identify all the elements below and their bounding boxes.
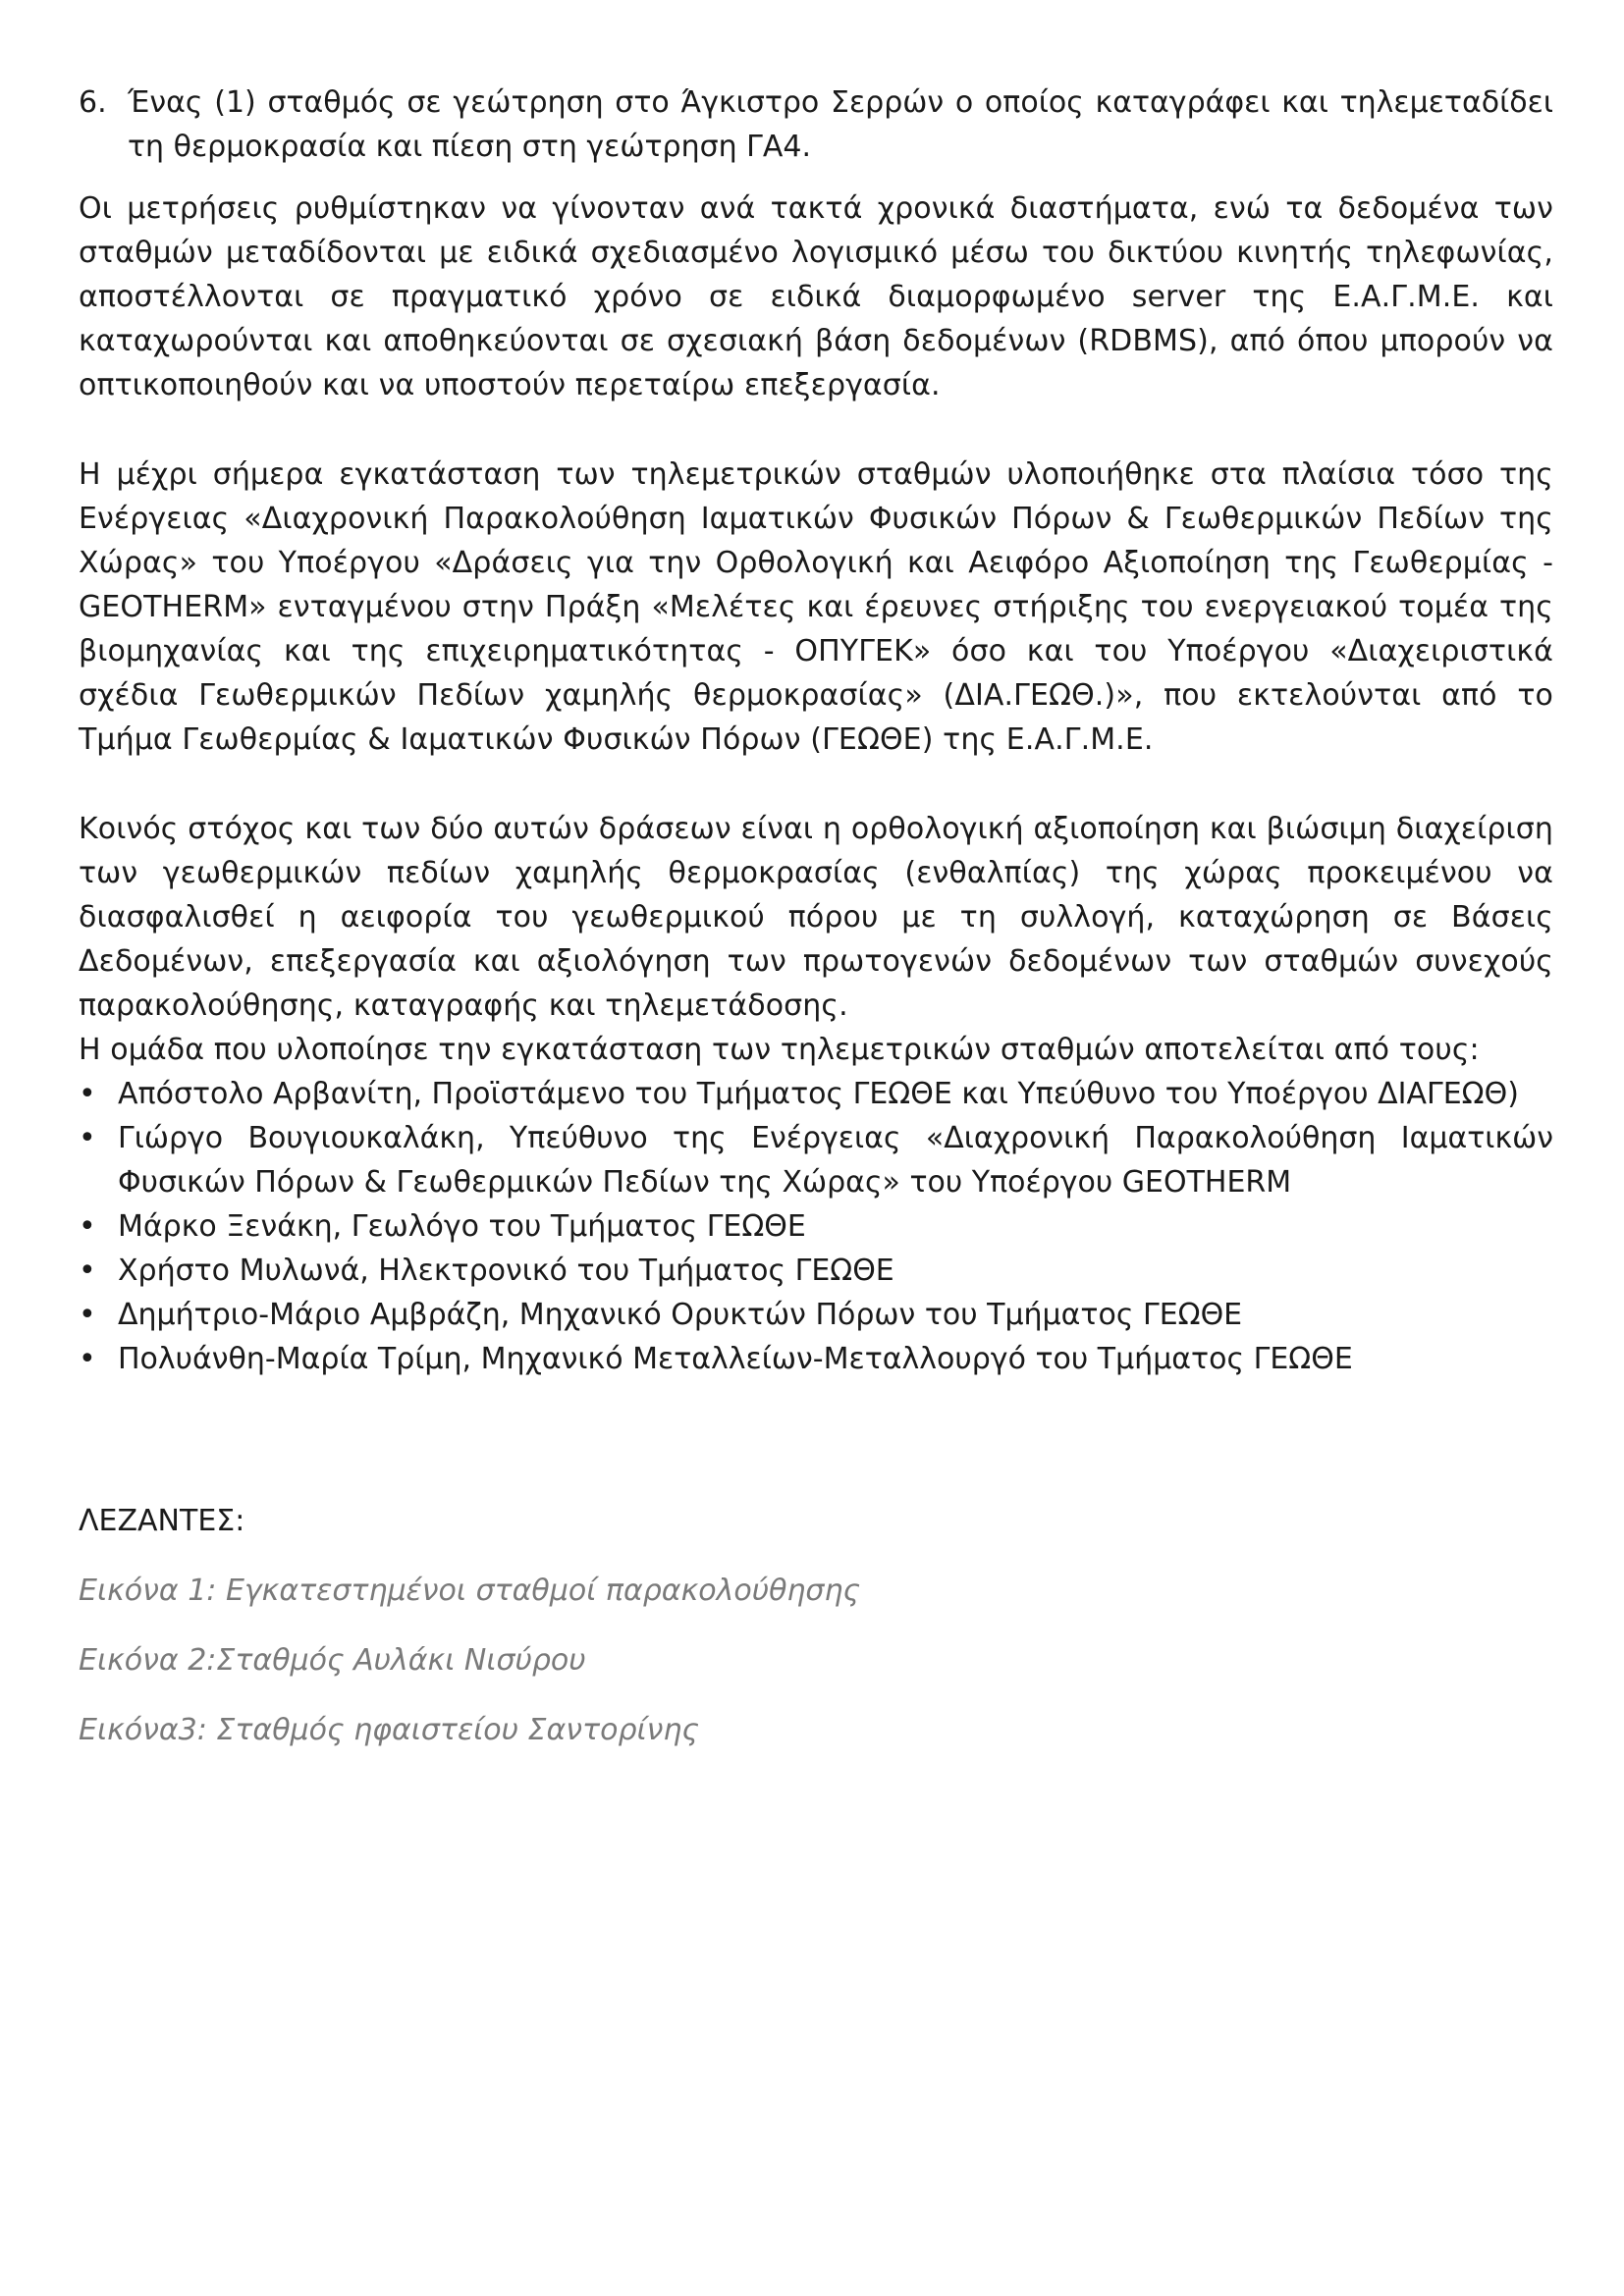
paragraph-common-goal: Κοινός στόχος και των δύο αυτών δράσεων είναι η ορθολογική αξιοποίηση και βιώσιμη διαχείριση των γεωθερμικών πεδίων χαμηλής θερμοκρασίας (ενθαλπίας) της χώρας προκειμένου να διασφαλισθεί η αειφορία του γεωθερμικού πόρου με τη συλλογή, καταχώρηση σε Βάσεις Δεδομένων, επεξεργασία και αξιολόγηση των πρωτογενών δεδομένων των σταθμών συνεχούς παρακολούθησης, καταγραφής και τηλεμετάδοσης. <box>79 812 1553 1023</box>
list-item <box>79 1116 1553 1204</box>
team-member: Μάρκο Ξενάκη, Γεωλόγο του Τμήματος ΓΕΩΘΕ <box>118 1209 806 1244</box>
captions-heading: ΛΕΖΑΝΤΕΣ: <box>79 1504 245 1538</box>
paragraph-installation: Η μέχρι σήμερα εγκατάσταση των τηλεμετρικών σταθμών υλοποιήθηκε στα πλαίσια τόσο της Ενέργειας «Διαχρονική Παρακολούθηση Ιαματικών Φυσικών Πόρων & Γεωθερμικών Πεδίων της Χώρας» του Υποέργου «Δράσεις για την Ορθολογική και Αειφόρο Αξιοποίηση της Γεωθερμίας - GEOTHERM» ενταγμένου στην Πράξη «Μελέτες και έρευνες στήριξης του ενεργειακού τομέα της βιομηχανίας και της επιχειρηματικότητας - ΟΠΥΓΕΚ» όσο και του Υποέργου «Διαχειριστικά σχέδια Γεωθερμικών Πεδίων χαμηλής θερμοκρασίας» (ΔΙΑ.ΓΕΩΘ.)», που εκτελούνται από το Τμήμα Γεωθερμίας & Ιαματικών Φυσικών Πόρων (ΓΕΩΘΕ) της Ε.Α.Γ.Μ.Ε. <box>79 457 1553 757</box>
document-page <box>79 80 1553 1752</box>
team-member: Χρήστο Μυλωνά, Ηλεκτρονικό του Τμήματος ΓΕΩΘΕ <box>118 1254 894 1288</box>
team-member: Πολυάνθη-Μαρία Τρίμη, Μηχανικό Μεταλλείων-Μεταλλουργό του Τμήματος ΓΕΩΘΕ <box>118 1342 1353 1376</box>
list-item <box>79 1204 1553 1249</box>
team-member: Δημήτριο-Μάριο Αμβράζη, Μηχανικό Ορυκτών Πόρων του Τμήματος ΓΕΩΘΕ <box>118 1298 1243 1332</box>
numbered-item-6 <box>79 80 1553 169</box>
bullet-icon: • <box>79 1342 96 1376</box>
bullet-icon: • <box>79 1209 96 1244</box>
paragraph-team-intro: Η ομάδα που υλοποίησε την εγκατάσταση των τηλεμετρικών σταθμών αποτελείται από τους: <box>79 1033 1480 1067</box>
team-member: Απόστολο Αρβανίτη, Προϊστάμενο του Τμήματος ΓΕΩΘΕ και Υπεύθυνο του Υποέργου ΔΙΑΓΕΩΘ) <box>118 1077 1519 1111</box>
bullet-icon: • <box>79 1121 96 1155</box>
caption-figure-2: Εικόνα 2:Σταθμός Αυλάκι Νισύρου <box>79 1643 586 1678</box>
bullet-icon: • <box>79 1077 96 1111</box>
bullet-icon: • <box>79 1298 96 1332</box>
list-item <box>79 1337 1553 1381</box>
team-member: Γιώργο Βουγιουκαλάκη, Υπεύθυνο της Ενέργειας «Διαχρονική Παρακολούθηση Ιαματικών Φυσικών Πόρων & Γεωθερμικών Πεδίων της Χώρας» του Υποέργου GEOTHERM <box>118 1121 1553 1200</box>
list-item <box>79 1072 1553 1116</box>
list-item <box>79 1293 1553 1337</box>
item-number: 6. <box>79 85 107 120</box>
bullet-icon: • <box>79 1254 96 1288</box>
list-item <box>79 1249 1553 1293</box>
team-list <box>79 1072 1553 1381</box>
caption-figure-1: Εικόνα 1: Εγκατεστημένοι σταθμοί παρακολούθησης <box>79 1574 861 1608</box>
caption-figure-3: Εικόνα3: Σταθμός ηφαιστείου Σαντορίνης <box>79 1713 700 1747</box>
item-text: Ένας (1) σταθμός σε γεώτρηση στο Άγκιστρο Σερρών ο οποίος καταγράφει και τηλεμεταδίδει τη θερμοκρασία και πίεση στη γεώτρηση ΓΑ4. <box>128 85 1553 164</box>
paragraph-measurements: Οι μετρήσεις ρυθμίστηκαν να γίνονταν ανά τακτά χρονικά διαστήματα, ενώ τα δεδομένα των σταθμών μεταδίδονται με ειδικά σχεδιασμένο λογισμικό μέσω του δικτύου κινητής τηλεφωνίας, αποστέλλονται σε πραγματικό χρόνο σε ειδικά διαμορφωμένο server της Ε.Α.Γ.Μ.Ε. και καταχωρούνται και αποθηκεύονται σε σχεσιακή βάση δεδομένων (RDBMS), από όπου μπορούν να οπτικοποιηθούν και να υποστούν περεταίρω επεξεργασία. <box>79 191 1553 402</box>
